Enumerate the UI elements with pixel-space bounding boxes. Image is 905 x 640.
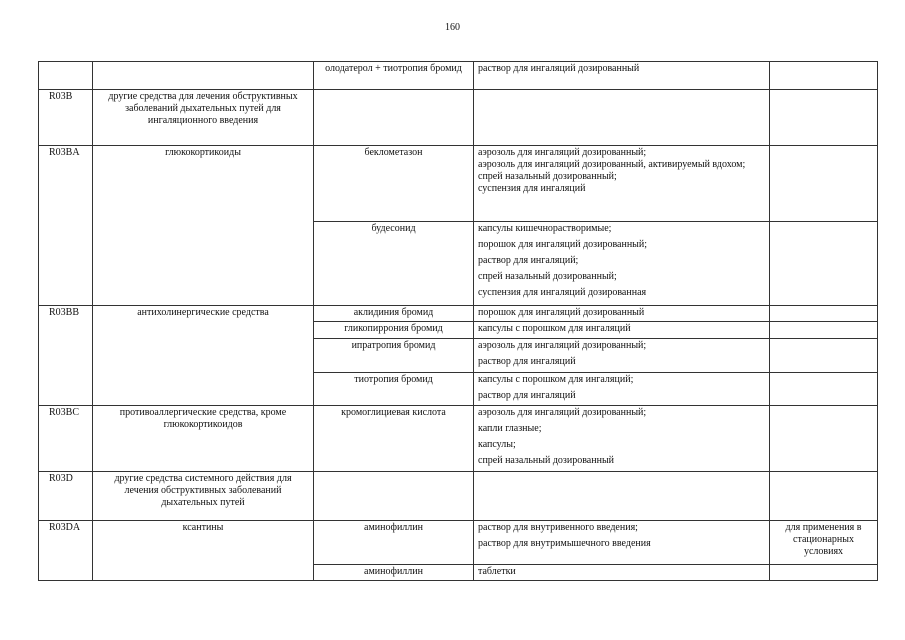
table-row	[39, 521, 878, 565]
dosage-forms	[474, 521, 770, 565]
atc-code: R03BB	[39, 306, 93, 406]
dosage-forms	[474, 146, 770, 222]
dosage-forms	[474, 406, 770, 472]
drug-name: аминофиллин	[314, 521, 474, 565]
drug-name: аклидиния бромид	[314, 306, 474, 322]
dosage-form: раствор для ингаляций;	[478, 255, 579, 266]
usage-note	[770, 146, 878, 222]
dosage-form: раствор для ингаляций	[478, 356, 576, 367]
dosage-form: спрей назальный дозированный;	[478, 271, 617, 282]
atc-group: ксантины	[93, 521, 314, 581]
dosage-form: капсулы с порошком для ингаляций	[478, 323, 631, 334]
dosage-form: таблетки	[478, 566, 516, 577]
dosage-form: аэрозоль для ингаляций дозированный;	[478, 340, 647, 351]
atc-group: другие средства системного действия для лечения обструктивных заболеваний дыхательных путей	[93, 472, 314, 521]
drug-name: гликопиррония бромид	[314, 322, 474, 339]
dosage-forms	[474, 222, 770, 306]
dosage-form: порошок для ингаляций дозированный	[478, 307, 645, 318]
usage-note	[770, 222, 878, 306]
table-row	[39, 90, 878, 146]
dosage-form: раствор для ингаляций дозированный	[478, 63, 640, 74]
atc-code: R03B	[39, 90, 93, 146]
table-row	[39, 306, 878, 322]
dosage-form: аэрозоль для ингаляций дозированный;	[478, 147, 647, 158]
table-row	[39, 406, 878, 472]
table-row	[39, 62, 878, 90]
usage-note	[770, 472, 878, 521]
atc-group	[93, 62, 314, 90]
usage-note	[770, 373, 878, 406]
dosage-forms	[474, 373, 770, 406]
dosage-form: капсулы с порошком для ингаляций;	[478, 374, 634, 385]
dosage-forms	[474, 322, 770, 339]
drug-name	[314, 472, 474, 521]
drug-name	[314, 90, 474, 146]
dosage-forms	[474, 90, 770, 146]
dosage-form: аэрозоль для ингаляций дозированный;	[478, 407, 647, 418]
dosage-form: суспензия для ингаляций дозированная	[478, 287, 647, 298]
dosage-forms	[474, 472, 770, 521]
dosage-form: аэрозоль для ингаляций дозированный, активируемый вдохом;	[478, 159, 746, 170]
dosage-form: суспензия для ингаляций	[478, 183, 586, 194]
dosage-forms	[474, 306, 770, 322]
atc-group: антихолинергические средства	[93, 306, 314, 406]
dosage-form: спрей назальный дозированный;	[478, 171, 617, 182]
atc-group: глюкокортикоиды	[93, 146, 314, 306]
dosage-form: капсулы кишечнорастворимые;	[478, 223, 612, 234]
dosage-form: спрей назальный дозированный	[478, 455, 615, 466]
page-number: 160	[445, 22, 460, 33]
dosage-form: раствор для ингаляций	[478, 390, 576, 401]
dosage-form: раствор для внутривенного введения;	[478, 522, 638, 533]
dosage-forms	[474, 62, 770, 90]
drug-name: будесонид	[314, 222, 474, 306]
usage-note	[770, 62, 878, 90]
dosage-form: капсулы;	[478, 439, 516, 450]
dosage-form: капли глазные;	[478, 423, 542, 434]
drug-name: беклометазон	[314, 146, 474, 222]
drug-name: кромоглициевая кислота	[314, 406, 474, 472]
usage-note	[770, 565, 878, 581]
atc-code: R03BC	[39, 406, 93, 472]
usage-note	[770, 339, 878, 373]
dosage-forms	[474, 339, 770, 373]
atc-group: другие средства для лечения обструктивных заболеваний дыхательных путей для ингаляционного введения	[93, 90, 314, 146]
drug-name: ипратропия бромид	[314, 339, 474, 373]
atc-code: R03DA	[39, 521, 93, 581]
atc-code: R03BA	[39, 146, 93, 306]
usage-note	[770, 90, 878, 146]
table-row	[39, 146, 878, 222]
usage-note	[770, 322, 878, 339]
atc-code: R03D	[39, 472, 93, 521]
drug-name: аминофиллин	[314, 565, 474, 581]
dosage-forms	[474, 565, 770, 581]
table-row	[39, 472, 878, 521]
drug-name: тиотропия бромид	[314, 373, 474, 406]
atc-code	[39, 62, 93, 90]
drug-name: олодатерол + тиотропия бромид	[314, 62, 474, 90]
dosage-form: раствор для внутримышечного введения	[478, 538, 651, 549]
dosage-form: порошок для ингаляций дозированный;	[478, 239, 648, 250]
usage-note: для применения в стационарных условиях	[770, 521, 878, 565]
usage-note	[770, 406, 878, 472]
drug-list-table	[38, 61, 878, 581]
usage-note	[770, 306, 878, 322]
atc-group: противоаллергические средства, кроме глюкокортикоидов	[93, 406, 314, 472]
